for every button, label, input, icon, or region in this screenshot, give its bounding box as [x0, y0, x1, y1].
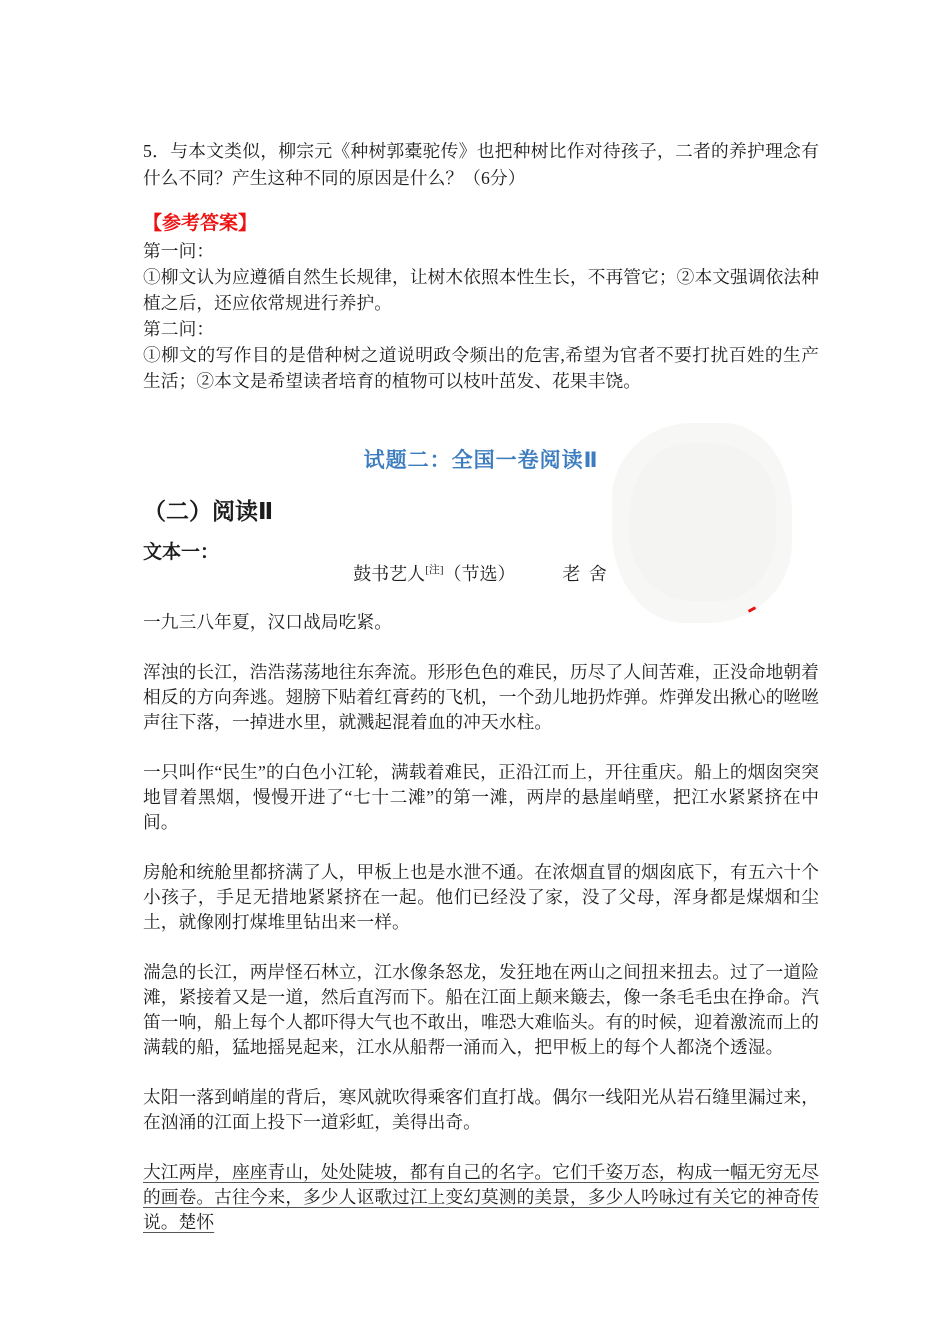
- section-2-title: 试题二：全国一卷阅读Ⅱ: [363, 449, 599, 472]
- story-paragraph: 太阳一落到峭崖的背后，寒风就吹得乘客们直打战。偶尔一线阳光从岩石缝里漏过来，在汹涌的江面上投下一道彩虹，美得出奇。: [143, 1087, 819, 1132]
- story-paragraph: 房舱和统舱里都挤满了人，甲板上也是水泄不通。在浓烟直冒的烟囱底下，有五六十个小孩子，手足无措地紧紧挤在一起。他们已经没了家，没了父母，浑身都是煤烟和尘土，就像刚打煤堆里钻出来一样。: [143, 862, 819, 932]
- story-paragraph-underlined: 大江两岸，座座青山，处处陡坡，都有自己的名字。它们千姿万态，构成一幅无穷无尽的画卷。古往今来，多少人讴歌过江上变幻莫测的美景，多少人吟咏过有关它的神奇传说。楚怀: [143, 1162, 819, 1232]
- reference-answer-label: 【参考答案】: [143, 213, 258, 234]
- story-title-line: [143, 560, 819, 586]
- story-paragraph: 一只叫作“民生”的白色小江轮，满载着难民，正沿江而上，开往重庆。船上的烟囱突突地冒着黑烟，慢慢开进了“七十二滩”的第一滩，两岸的悬崖峭壁，把江水紧紧挤在中间。: [143, 762, 819, 832]
- story-title-note: [注]: [425, 564, 444, 576]
- story-body: [143, 610, 819, 1260]
- answer-q2-label: 第二问：: [143, 319, 215, 339]
- answer-q1-text: ①柳文认为应遵循自然生长规律，让树木依照本性生长，不再管它；②本文强调依法种植之后，还应依常规进行养护。: [143, 267, 819, 313]
- text-1-label: 文本一：: [143, 542, 220, 563]
- question-5-text: 5．与本文类似，柳宗元《种树郭橐驼传》也把种树比作对待孩子，二者的养护理念有什么不同？产生这种不同的原因是什么？（6分）: [143, 141, 819, 188]
- reading-2-heading: （二）阅读Ⅱ: [143, 498, 274, 524]
- answer-q2-text: ①柳文的写作目的是借种树之道说明政令频出的危害,希望为官者不要打扰百姓的生产生活；②本文是希望读者培育的植物可以枝叶茁发、花果丰饶。: [143, 345, 819, 391]
- story-paragraph: 浑浊的长江，浩浩荡荡地往东奔流。形形色色的难民，历尽了人间苦难，正没命地朝着相反的方向奔逃。翅膀下贴着红膏药的飞机，一个劲儿地扔炸弹。炸弹发出揪心的咝咝声往下落，一掉进水里，就溅起混着血的冲天水柱。: [143, 662, 819, 732]
- story-paragraph: 一九三八年夏，汉口战局吃紧。: [143, 612, 393, 632]
- reference-answer-body: [143, 238, 819, 394]
- story-paragraph: 湍急的长江，两岸怪石林立，江水像条怒龙，发狂地在两山之间扭来扭去。过了一道险滩，紧接着又是一道，然后直泻而下。船在江面上颠来簸去，像一条毛毛虫在挣命。汽笛一响，船上每个人都吓得大气也不敢出，唯恐大难临头。有的时候，迎着激流而上的满载的船，猛地摇晃起来，江水从船帮一涌而入，把甲板上的每个人都浇个透湿。: [143, 962, 819, 1057]
- story-title: 鼓书艺人: [353, 564, 426, 584]
- answer-q1-label: 第一问：: [143, 241, 215, 261]
- story-title-suffix: （节选）: [443, 564, 516, 584]
- story-author: 老 舍: [562, 564, 609, 584]
